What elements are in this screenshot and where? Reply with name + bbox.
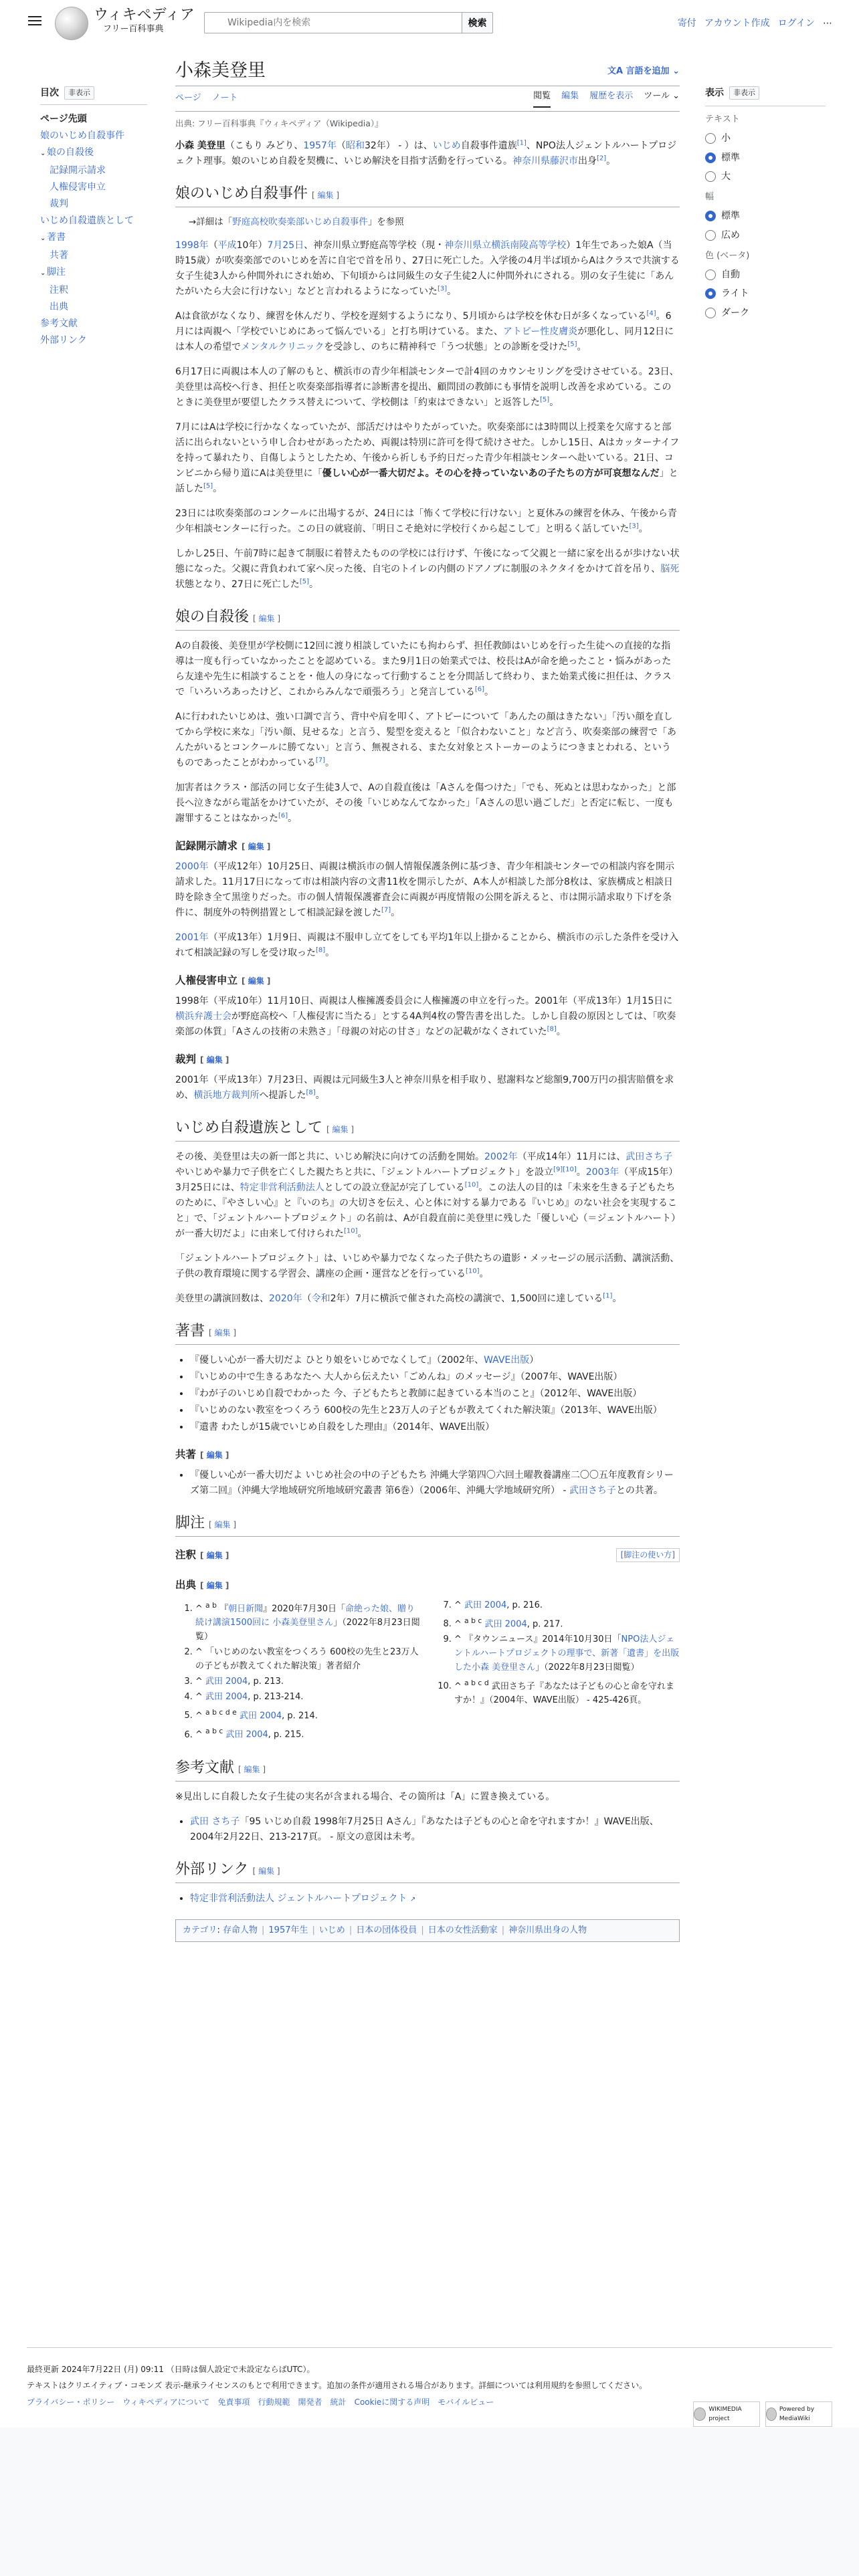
edit-section-link[interactable]: [ 編集 ] <box>238 1764 266 1774</box>
inline-link[interactable]: NPO法人ジェントルハートプロジェクトの理事で、新著「遺書」を出版した小森 美登里さん <box>454 1634 680 1673</box>
inline-link[interactable]: 野庭高校吹奏楽部いじめ自殺事件 <box>232 217 368 227</box>
inline-link[interactable]: 2002年 <box>484 1151 518 1162</box>
colon: : <box>217 1925 223 1935</box>
hamburger-icon <box>28 24 41 25</box>
chevron-down-icon: ⌄ <box>672 91 680 102</box>
category-box <box>175 1919 680 1943</box>
radio-label: 小 <box>721 133 731 144</box>
hamburger-icon <box>28 20 41 21</box>
inline-link[interactable]: 武田 2004 <box>484 1618 527 1629</box>
notes-row <box>175 1545 680 1566</box>
reference-item: 9. ^ 『タウンニュース』2014年10月30日「NPO法人ジェントルハートプロジェクトの理事で、新著「遺書」を出版した小森 美登里さん」（2022年8月23日閲覧） <box>454 1632 680 1675</box>
inline-link[interactable]: 2003年 <box>585 1166 619 1178</box>
separator: | <box>262 1925 265 1935</box>
paragraph: 6月17日に両親は本人の了解のもと、横浜市の青少年相談センターで計4回のカウンセリングを受けさせている。23日、美登里は高校へ行き、担任と吹奏楽部指導者に診断書を提出、顧問団の教師にも事情を説明し改善を求めている。このときに美登里が要望したクラス替えについて、学校側は「約束はできない」と返答した[5]。 <box>175 366 679 408</box>
inline-link[interactable]: 令和 <box>311 1293 330 1304</box>
edit-label: 編集 <box>258 613 275 623</box>
site-logo-text[interactable] <box>94 7 195 35</box>
citation-link[interactable]: [3] <box>438 284 448 292</box>
chevron-down-icon[interactable]: ⌄ <box>40 150 46 158</box>
book-item: • 『優しい心が一番大切だよ ひとり娘をいじめでなくして』（2002年、WAVE出版） <box>190 1353 680 1368</box>
more-options-icon[interactable]: ⋯ <box>823 18 832 29</box>
tab-history[interactable]: 履歴を表示 <box>589 91 634 102</box>
radio-button[interactable] <box>705 171 716 182</box>
chevron-down-icon[interactable]: ⌄ <box>40 235 46 243</box>
edit-section-link[interactable]: [ 編集 ] <box>209 1519 237 1529</box>
reference-item: 1. ^ $^{a b}$ 『朝日新聞』2020年7月30日「命絶った娘、贈り続け講演1500回に 小森美登里さん」（2022年8月23日閲覧） <box>195 1598 421 1644</box>
text-size-options <box>705 131 826 184</box>
toc-item-label: いじめ自殺遺族として <box>40 215 134 227</box>
toc-item-label: 脚注 <box>47 267 66 278</box>
radio-button[interactable] <box>705 270 716 280</box>
citation-link[interactable]: [10] <box>344 1226 358 1235</box>
category-list <box>223 1925 587 1935</box>
edit-section-link[interactable]: [ 編集 ] <box>200 1055 229 1065</box>
edit-section-link[interactable]: [ 編集 ] <box>200 1550 229 1560</box>
inline-link[interactable]: 藤沢市 <box>550 156 578 167</box>
inline-link[interactable]: 武田 2004 <box>239 1711 282 1721</box>
toc-item[interactable] <box>40 112 147 126</box>
paragraph: 美登里の講演回数は、2020年（令和2年）7月に横浜で催された高校の講演で、1,500回に達している[1]。 <box>175 1291 622 1304</box>
heading-text: 裁判 <box>175 1053 197 1065</box>
bibliography-list <box>175 1814 680 1845</box>
footer-link[interactable]: 開発者 <box>298 2397 322 2407</box>
intro-paragraph: 小森 美登里（こもり みどり、1957年（昭和32年） - ）は、いじめ自殺事件遺族[1]、NPO法人ジェントルハートプロジェクト理事。娘のいじめ自殺を契機に、いじめ解決を目指す活動を行っている。神奈川県藤沢市出身[2]。 <box>175 139 677 167</box>
toc-item[interactable] <box>40 163 147 178</box>
inline-link[interactable]: アトピー性皮膚炎 <box>502 326 578 337</box>
appearance-header <box>705 86 826 100</box>
tab-talk[interactable]: ノート <box>211 93 238 104</box>
toc-item[interactable] <box>40 180 147 195</box>
edit-section-link[interactable]: [ 編集 ] <box>209 1327 237 1337</box>
inline-link[interactable]: 2020年 <box>269 1293 302 1304</box>
section-heading <box>175 1513 680 1537</box>
subsection-heading <box>175 1547 229 1563</box>
citation-link[interactable]: [10] <box>464 1180 479 1188</box>
radio-label: 標準 <box>721 211 740 222</box>
edit-label: 編集 <box>248 976 264 986</box>
footer-link[interactable]: 行動規範 <box>258 2397 290 2407</box>
edit-section-link[interactable]: [ 編集 ] <box>242 841 271 851</box>
inline-link[interactable]: 朝日新聞 <box>228 1603 264 1614</box>
books-list <box>175 1353 680 1435</box>
subsection-heading <box>175 1578 680 1593</box>
toc-item-label: 著書 <box>47 232 66 243</box>
radio-label: ライト <box>721 288 749 300</box>
footer-badges <box>693 2401 832 2427</box>
color-options <box>705 267 826 320</box>
logo-subtitle: フリー百科事典 <box>103 24 164 34</box>
mediawiki-logo-icon <box>766 2407 777 2421</box>
paragraph: 23日には吹奏楽部のコンクールに出場するが、24日には「怖くて学校に行けない」と夏休みの練習を休み、午後から青少年相談センターに行った。この日の就寝前、「明日こそ絶対に学校行くから起こして」と明るく話していた[3]。 <box>175 508 677 534</box>
paragraph: Aの自殺後、美登里が学校側に12回に渡り相談していたにも拘わらず、担任教師はいじめを行った生徒への直接的な指導は一度も行っていなかったことを認めている。また9月1日の始業式では、校長はAが命を絶ったこと・悩みがあったら友達や先生に相談することを・他人の身になって行動することを分間話して終わり、また始業式後に担任は、クラスで「いろいろあったけど、これからみんなで頑張ろう」と発言している[6]。 <box>175 640 672 697</box>
category-label[interactable]: カテゴリ <box>183 1925 217 1935</box>
category-link[interactable]: いじめ <box>318 1925 345 1935</box>
edit-label: 編集 <box>206 1450 223 1460</box>
toc-hide-button[interactable]: 非表示 <box>64 86 94 100</box>
section-heading <box>175 1118 680 1142</box>
toc-item-label: ページ先頭 <box>40 114 87 125</box>
toc-item[interactable] <box>40 128 147 143</box>
separator: | <box>421 1925 424 1935</box>
separator: | <box>349 1925 353 1935</box>
inline-link[interactable]: いじめ <box>432 140 461 151</box>
inline-link[interactable]: 武田 2004 <box>225 1729 268 1740</box>
edit-label: 編集 <box>214 1327 231 1337</box>
edit-section-link[interactable]: [ 編集 ] <box>200 1580 229 1590</box>
tab-tools[interactable] <box>644 90 680 108</box>
language-icon: 文A <box>607 66 624 77</box>
appearance-title: 表示 <box>705 88 724 98</box>
toc-item[interactable] <box>40 333 147 348</box>
toc-item-label: 娘の自殺後 <box>47 147 94 158</box>
login-link[interactable]: ログイン <box>777 18 815 29</box>
heading-text: 共著 <box>175 1448 197 1461</box>
toc-item-label: 裁判 <box>50 199 68 210</box>
tab-read[interactable]: 閲覧 <box>533 90 551 108</box>
page-footer <box>27 2347 832 2422</box>
inline-link[interactable]: 武田さち子 <box>626 1151 673 1162</box>
bibliography-note: ※見出しに自殺した女子生徒の実名が含まれる場合、その箇所は「A」に置き換えている。 <box>175 1791 555 1802</box>
license-text: テキストはクリエイティブ・コモンズ 表示-継承ライセンスのもとで利用できます。追加の条件が適用される場合があります。詳細については利用規約を参照してください。 <box>27 2381 648 2390</box>
category-link[interactable]: 神奈川県出身の人物 <box>508 1925 587 1935</box>
reference-item: 8. ^ $^{a b c}$ 武田 2004, p. 217. <box>454 1614 680 1631</box>
section-heading <box>175 1758 680 1782</box>
wikimedia-badge[interactable] <box>693 2401 760 2427</box>
reference-item: 7. ^ 武田 2004, p. 216. <box>454 1598 680 1612</box>
toc-list <box>40 112 147 348</box>
footnote-howto-link[interactable]: [脚注の使い方] <box>616 1548 680 1562</box>
donate-link[interactable]: 寄付 <box>677 18 696 29</box>
footer-link[interactable]: モバイルビュー <box>438 2397 494 2407</box>
inline-link[interactable]: 横浜弁護士会 <box>175 1010 231 1022</box>
text-size-label: テキスト <box>705 114 740 125</box>
inline-link[interactable]: 特定非営利活動法人 <box>240 1182 324 1193</box>
section-heading <box>175 1321 680 1345</box>
footer-link[interactable]: Cookieに関する声明 <box>354 2397 430 2407</box>
reference-item: 6. ^ $^{a b c}$ 武田 2004, p. 215. <box>195 1724 421 1741</box>
radio-button[interactable] <box>705 152 716 163</box>
separator: | <box>501 1925 505 1935</box>
heading-text: いじめ自殺遺族として <box>175 1119 323 1136</box>
heading-text: 外部リンク <box>175 1860 249 1878</box>
page-title: 小森美登里 <box>175 60 266 81</box>
inline-link[interactable]: 脳死 <box>660 563 680 574</box>
search-button[interactable]: 検索 <box>462 12 493 33</box>
edit-label: 編集 <box>214 1519 231 1529</box>
inline-link[interactable]: 2000年 <box>175 861 209 872</box>
inline-link[interactable]: 神奈川県立横浜南陵高等学校 <box>444 239 567 251</box>
radio-button[interactable] <box>705 288 716 299</box>
citation-link[interactable]: [9][10] <box>553 1165 577 1173</box>
site-header <box>0 0 859 45</box>
toc-item[interactable] <box>40 197 147 211</box>
radio-option[interactable] <box>705 267 826 282</box>
paragraph: Aは食欲がなくなり、練習を休んだり、学校を遅刻するようになり、5月頃からは学校を休む日が多くなっている[4]。6月には両親へ「学校でいじめにあって悩んでいる」と打ち明けている。また、アトピー性皮膚炎が悪化し、同月12日には本人の希望でメンタルクリニックを受診し、のちに精神科で「うつ状態」との診断を受けた[5]。 <box>175 309 674 352</box>
edit-section-link[interactable]: [ 編集 ] <box>253 613 281 623</box>
book-item: • 『いじめのない教室をつくろう 600校の先生と23万人の子どもが教えてくれた解決策』（2013年、WAVE出版） <box>190 1403 680 1418</box>
add-languages-label: 言語を追加 <box>626 66 670 77</box>
heading-text: 注釈 <box>175 1548 197 1561</box>
section-heading <box>175 607 680 631</box>
inline-link[interactable]: 7月25日 <box>267 239 304 251</box>
color-label: 色 (ベータ) <box>705 250 750 261</box>
radio-option[interactable] <box>705 150 826 165</box>
edit-label: 編集 <box>258 1866 275 1876</box>
edit-label: 編集 <box>244 1764 260 1774</box>
subsection-heading <box>175 973 680 988</box>
toc-item-label: 共著 <box>50 250 68 261</box>
radio-option[interactable] <box>705 306 826 320</box>
book-item: • 『遺書 わたしが15歳でいじめ自殺をした理由』（2014年、WAVE出版） <box>190 1420 680 1435</box>
heading-text: 娘の自殺後 <box>175 608 250 625</box>
cobooks-list <box>175 1468 680 1499</box>
inline-link[interactable]: 昭和 <box>345 140 365 151</box>
inline-link[interactable]: 神奈川県 <box>512 156 550 167</box>
inline-link[interactable]: 武田さち子 <box>569 1485 616 1496</box>
section-heading <box>175 1860 680 1883</box>
toc-title: 目次 <box>40 88 59 98</box>
inline-link[interactable]: 武田 さち子 <box>190 1816 240 1827</box>
edit-label: 編集 <box>206 1580 223 1590</box>
book-item: • 『わが子のいじめ自殺でわかった 今、子どもたちと教師に起きている本当のこと』（2012年、WAVE出版） <box>190 1386 680 1402</box>
citation-link[interactable]: [8] <box>316 946 326 954</box>
citation-link[interactable]: [3] <box>629 522 639 530</box>
references <box>175 1598 680 1743</box>
paragraph: 2001年（平成13年）1月9日、両親は不服申し立てをしても平均1年以上掛かることから、横浜市の示した条件を受け入れて相談記録の写しを受け取った[8]。 <box>175 932 679 958</box>
radio-label: 自動 <box>721 269 740 280</box>
paragraph: 1998年（平成10年）11月10日、両親は人権擁護委員会に人権擁護の申立を行った。2001年（平成13年）1月15日に横浜弁護士会が野庭高校へ「人権侵害に当たる」とする4A判4枚の警告書を出した。しかし自殺の原因としては、「吹奏楽部の体質」「Aさんの技術の未熟さ」「母親の対応の甘さ」などの記載がなくされていた[8]。 <box>175 995 676 1037</box>
footer-link[interactable]: 統計 <box>330 2397 347 2407</box>
paragraph: Aに行われたいじめは、強い口調で言う、背中や肩を叩く、アトピーについて「あんたの顔はきたない」「汚い顔を直してから学校に来な」「汚い顔、見せるな」と言う、髪型を変えると「似合わないこと」など言う、吹奏楽部の練習で「あんたがいるとコンクールに勝てない」と言う、無視される、また女対象とストーカーのようにつきまとわれる、というものであったことがわかっている[7]。 <box>175 711 676 768</box>
search-form <box>204 12 493 33</box>
radio-label: 標準 <box>721 152 740 163</box>
toc-item[interactable] <box>40 316 147 331</box>
external-links-list <box>175 1891 680 1907</box>
paragraph: 「ジェントルハートプロジェクト」は、いじめや暴力でなくなった子供たちの遺影・メッセージの展示活動、講演活動、子供の教育環境に関する学習会、講座の企画・運営などを行っている[10]。 <box>175 1253 680 1279</box>
footer-link[interactable]: ウィキペディアについて <box>122 2397 210 2407</box>
mediawiki-badge[interactable] <box>765 2401 832 2427</box>
toc-item-label: 参考文献 <box>40 318 78 330</box>
add-languages-button[interactable] <box>607 65 680 83</box>
inline-link[interactable]: WAVE出版 <box>484 1354 530 1366</box>
heading-text: 著書 <box>175 1322 205 1339</box>
heading-text: 出典 <box>175 1578 197 1591</box>
divider <box>40 104 147 105</box>
edit-section-link[interactable]: [ 編集 ] <box>326 1124 355 1134</box>
inline-link[interactable]: 武田 2004 <box>205 1691 248 1702</box>
citation-link[interactable]: [4] <box>646 309 656 317</box>
tab-page[interactable]: ページ <box>175 93 201 104</box>
personal-tools <box>678 16 835 31</box>
heading-text: 娘のいじめ自殺事件 <box>175 185 308 202</box>
list-item: • 武田 さち子「95 いじめ自殺 1998年7月25日 Aさん」『あなたは子どもの心と命を守れますか！』WAVE出版、2004年2月22日、213-217頁。 - 原文の意図は未考。 <box>190 1814 680 1845</box>
category-link[interactable]: 1957年生 <box>268 1925 308 1935</box>
radio-option[interactable] <box>705 228 826 243</box>
toc-item[interactable] <box>40 248 147 263</box>
references-list-right <box>434 1598 680 1743</box>
inline-link[interactable]: 武田 2004 <box>464 1600 507 1610</box>
radio-option[interactable] <box>705 131 826 146</box>
toc-header <box>40 86 147 100</box>
reference-item: 5. ^ $^{a b c d e}$ 武田 2004, p. 214. <box>195 1705 421 1723</box>
chevron-down-icon: ⌄ <box>672 66 680 77</box>
width-label: 幅 <box>705 192 714 203</box>
subsection-heading <box>175 839 680 854</box>
footer-link[interactable]: 免責事項 <box>217 2397 250 2407</box>
paragraph: しかし25日、午前7時に起きて制服に着替えたものの学校には行けず、午後になって父親と一緒に家を出るが歩けない状態になった。父親に背負われて家へ戻った後、自宅のトイレの内側のドアノブに制服のネクタイをかけて首を吊り、脳死状態となり、27日に死亡した[5]。 <box>175 548 680 590</box>
inline-link[interactable]: 横浜地方裁判所 <box>193 1089 260 1101</box>
paragraph: 2001年（平成13年）7月23日、両親は元同級生3人と神奈川県を相手取り、慰謝料など総額9,700万円の損害賠償を求め、横浜地方裁判所へ提訴した[8]。 <box>175 1074 674 1101</box>
paragraph: その後、美登里は夫の新一郎と共に、いじめ解決に向けての活動を開始。2002年（平成14年）11月には、武田さち子やいじめや暴力で子供を亡くした親たちと共に、「ジェントルハートプロジェクト」を設立[9][10]。2003年（平成15年）3月25日には、特定非営利活動法人としての設立登記が完了している[10]。この法人の目的は「未来を生きる子どもたちのために、『やさしい心』と『いのち』の大切さを伝え、心と体に対する暴力である『いじめ』のない社会を実現すること」で、「ジェントルハートプロジェクト」の名前は、Aが自殺直前に美登里に残した「優しい心（＝ジェントルハート）が一番大切だよ」に由来して付けられた[10]。 <box>175 1151 678 1239</box>
reference-item: 4. ^ 武田 2004, p. 213-214. <box>195 1690 421 1704</box>
radio-label: 大 <box>721 171 731 182</box>
subsection-heading <box>175 1052 680 1067</box>
citation-link[interactable]: [7] <box>315 756 326 764</box>
badge-label: WIKIMEDIA project <box>708 2405 742 2422</box>
citation-link[interactable]: [5] <box>567 340 577 348</box>
inline-link[interactable]: 2001年 <box>175 932 209 943</box>
citation-link[interactable]: [5] <box>540 395 550 403</box>
edit-label: 編集 <box>248 841 264 851</box>
section-heading <box>175 184 680 207</box>
category-link[interactable]: 存命人物 <box>223 1925 258 1935</box>
inline-link[interactable]: 命絶った娘、贈り続け講演1500回に 小森美登里さん <box>195 1603 415 1628</box>
hamburger-icon <box>28 16 41 17</box>
radio-option[interactable] <box>705 169 826 184</box>
create-account-link[interactable]: アカウント作成 <box>704 18 770 29</box>
paragraph: 1998年（平成10年）7月25日、神奈川県立野庭高等学校（現・神奈川県立横浜南陵高等学校）1年生であった娘A（当時15歳）が吹奏楽部でのいじめを苦に自宅で首を吊り、27日に死亡した。入学後の4月半ば頃からAはクラスで共演する女子生徒3人から仲間外れにされ始め、下旬頃からは同級生の女子生徒2人に仲間外れにされる。別の女子生徒に「あんたがいたら大会に行けない」などと言われるようになっていた[3]。 <box>175 239 680 297</box>
toc-item[interactable] <box>40 145 147 161</box>
heading-text: 記録開示請求 <box>175 839 238 852</box>
external-link-icon: ↗ <box>409 1895 416 1903</box>
separator: | <box>312 1925 315 1935</box>
heading-text: 参考文献 <box>175 1759 235 1776</box>
chevron-down-icon[interactable]: ⌄ <box>40 270 46 278</box>
edit-section-link[interactable]: [ 編集 ] <box>200 1450 229 1460</box>
edit-section-link[interactable]: [ 編集 ] <box>252 1866 280 1876</box>
edit-section-link[interactable]: [ 編集 ] <box>312 191 340 200</box>
citation-link[interactable]: [5] <box>299 577 309 585</box>
hatnote: →詳細は「野庭高校吹奏楽部いじめ自殺事件」を参照 <box>189 217 404 227</box>
external-link[interactable]: 特定非営利活動法人 ジェントルハートプロジェクト <box>190 1893 407 1904</box>
last-edited: 最終更新 2024年7月22日 (月) 09:11 （日時は個人設定で未設定ならばUTC）。 <box>27 2365 315 2374</box>
toc-item[interactable] <box>40 213 147 228</box>
citation-link[interactable]: [5] <box>203 481 213 490</box>
toc-item-label: 注釈 <box>50 285 68 296</box>
tab-edit[interactable]: 編集 <box>561 91 579 102</box>
list-item <box>190 1891 680 1907</box>
radio-label: ダーク <box>721 307 749 318</box>
inline-link[interactable]: 1957年 <box>303 140 337 151</box>
inline-link[interactable]: 平成 <box>217 239 237 251</box>
toc-item-label: 外部リンク <box>40 335 87 346</box>
wikimedia-logo-icon <box>694 2407 706 2421</box>
edit-label: 編集 <box>332 1124 349 1134</box>
toc-item[interactable] <box>40 300 147 314</box>
heading-text: 人権侵害申立 <box>175 974 238 986</box>
search-input[interactable] <box>204 12 462 33</box>
inline-link[interactable]: 1998年 <box>175 239 209 251</box>
width-options <box>705 209 826 243</box>
toc-item-label: 娘のいじめ自殺事件 <box>40 130 124 142</box>
reference-item: 2. ^ 「いじめのない教室をつくろう 600校の先生と23万人の子どもが教えてくれた解決策」著者紹介 <box>195 1645 421 1673</box>
radio-option[interactable] <box>705 286 826 301</box>
category-link[interactable]: 日本の団体役員 <box>356 1925 417 1935</box>
citation-link[interactable]: [2] <box>597 154 607 163</box>
citation-link[interactable]: [1] <box>516 139 527 147</box>
paragraph: 7月にはAは学校に行かなくなっていたが、部活だけはやりたがっていた。吹奏楽部には3時間以上授業を欠席すると部活に出られないという申し合わせがあったため、両親は特別に許可を得て続けさせた。しかし15日、Aはカッターナイフを持って暴れたり、自傷しようとしたため、午後から祈しも予約日だった青少年相談センターへ赴いている。21日、コンビニから帰り道にAは美登里に「優しい心が一番大切だよ。その心を持っていないあの子たちの方が可哀想なんだ」と話した[5]。 <box>175 421 680 494</box>
paragraph: 2000年（平成12年）10月25日、両親は横浜市の個人情報保護条例に基づき、青少年相談センターでの相談内容を開示請求した。11月17日になって市は相談内容の文書11枚を開示したが、A本人が相談した部分8枚は、家族構成と相談日時を除き全て黒塗りだった。市の個人情報保護審査会に両親が再度情報の公開を訴えると、市は開示請求取り下げを条件に、制度外の特例措置として相談記録を渡した[7]。 <box>175 861 674 918</box>
radio-button[interactable] <box>705 230 716 241</box>
toc-item[interactable] <box>40 265 147 281</box>
tools-label: ツール <box>644 91 670 102</box>
table-of-contents <box>40 86 147 350</box>
from-line: 出典: フリー百科事典『ウィキペディア（Wikipedia）』 <box>175 118 383 128</box>
reference-item: 10. ^ $^{a b c d}$ 武田さち子『あなたは子どもの心と命を守れますか！』（2004年、WAVE出版） - 425-426頁。 <box>454 1676 680 1707</box>
inline-link[interactable]: メンタルクリニック <box>241 341 324 352</box>
heading-text: 脚注 <box>175 1514 205 1531</box>
radio-label: 広め <box>721 229 740 241</box>
edit-label: 編集 <box>206 1550 223 1560</box>
radio-button[interactable] <box>705 308 716 318</box>
edit-label: 編集 <box>206 1055 223 1065</box>
reference-item: 3. ^ 武田 2004, p. 213. <box>195 1675 421 1689</box>
article-content <box>175 59 680 1942</box>
citation-link[interactable]: [6] <box>474 685 485 693</box>
citation-link[interactable]: [1] <box>603 1291 613 1299</box>
citation-link[interactable]: [7] <box>381 905 391 914</box>
radio-option[interactable] <box>705 209 826 223</box>
edit-section-link[interactable]: [ 編集 ] <box>242 976 271 986</box>
toc-item[interactable] <box>40 230 147 246</box>
appearance-panel <box>705 86 826 324</box>
citation-link[interactable]: [8] <box>547 1025 557 1033</box>
toc-item[interactable] <box>40 283 147 298</box>
radio-button[interactable] <box>705 211 716 221</box>
paragraph: 加害者はクラス・部活の同じ女子生徒3人で、Aの自殺直後は「Aさんを傷つけた」「でも、死ぬとは思わなかった」と部長へ泣きながら電話をかけていたが、その後「いじめなんてなかった」「Aさんの思い過ごしだ」と否定に転じ、一度も謝罪することはなかった[6]。 <box>175 782 676 824</box>
page-tabs <box>175 86 680 112</box>
title-row <box>175 59 680 86</box>
toc-item-label: 人権侵害申立 <box>50 182 106 193</box>
citation-link[interactable]: [6] <box>278 811 288 819</box>
references-list-left <box>175 1598 421 1743</box>
footer-link[interactable]: プライバシー・ポリシー <box>27 2397 115 2407</box>
category-link[interactable]: 日本の女性活動家 <box>427 1925 498 1935</box>
citation-link[interactable]: [10] <box>466 1267 480 1275</box>
badge-label: Powered by MediaWiki <box>779 2405 815 2422</box>
radio-button[interactable] <box>705 133 716 144</box>
edit-label: 編集 <box>317 191 334 200</box>
main-menu-button[interactable] <box>27 13 43 29</box>
subsection-heading <box>175 1447 680 1463</box>
cobook-item: • 『優しい心が一番大切だよ いじめ社会の中の子どもたち 沖縄大学第四〇六回土曜教養講座二〇〇五年度教育シリーズ第二回』（沖縄大学地域研究所地域研究叢書 第6巻）（2006年、沖縄大学地域研究所） - 武田さち子との共著。 <box>190 1468 680 1499</box>
book-item: • 『いじめの中で生きるあなたへ 大人から伝えたい「ごめんね」のメッセージ』（2007年、WAVE出版） <box>190 1370 680 1385</box>
toc-item-label: 出典 <box>50 302 68 313</box>
inline-link[interactable]: 武田 2004 <box>205 1676 248 1687</box>
appearance-hide-button[interactable]: 非表示 <box>729 86 759 100</box>
toc-item-label: 記録開示請求 <box>50 165 106 177</box>
wikipedia-logo-icon[interactable] <box>55 7 88 40</box>
citation-link[interactable]: [8] <box>306 1088 316 1096</box>
logo-title: ウィキペディア <box>94 7 195 23</box>
